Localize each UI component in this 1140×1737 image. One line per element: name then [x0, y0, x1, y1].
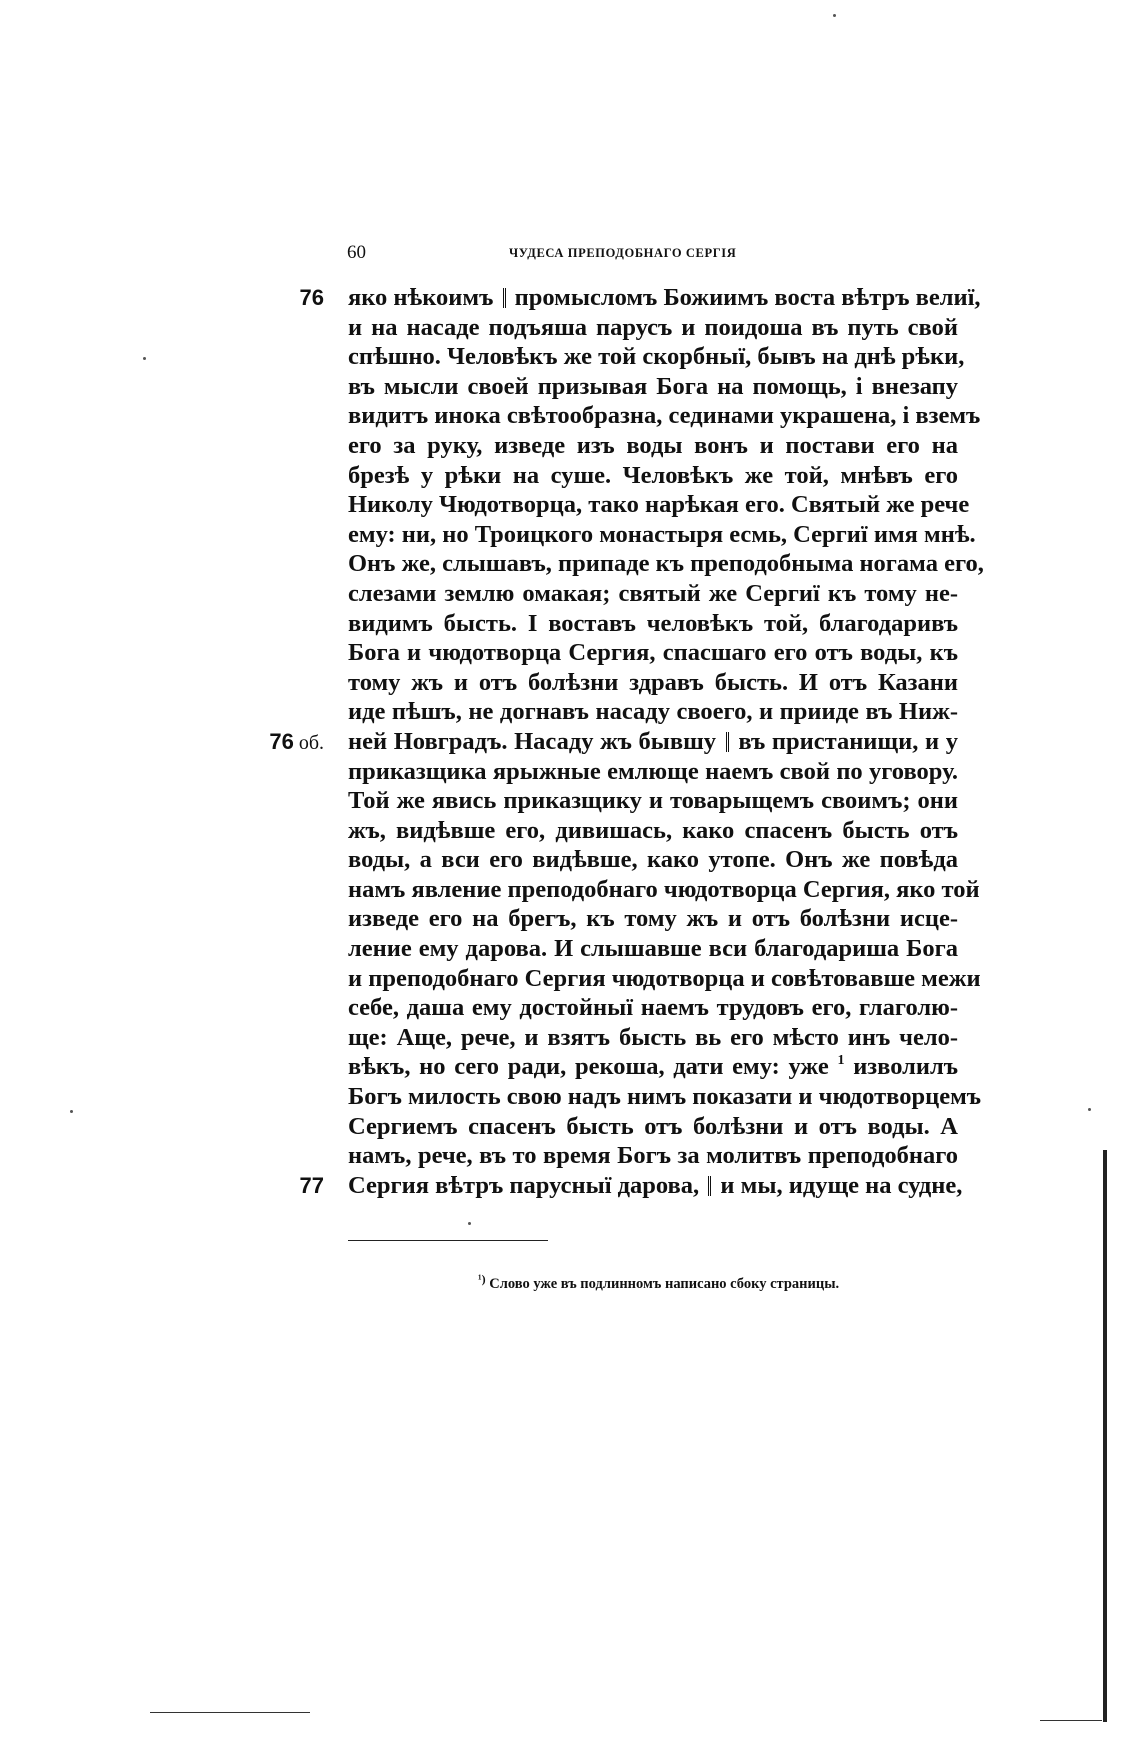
folio-break-separator [503, 288, 506, 308]
line-text: видитъ инока свѣтообразна, сединами украшена, і вземъ [348, 402, 981, 430]
text-line [348, 1052, 958, 1082]
line-text: тому жъ и отъ болѣзни здравъ бысть. И отъ Казани [348, 668, 958, 696]
footnote-rule [348, 1240, 548, 1241]
folio-suffix: об. [293, 731, 324, 754]
text-line [348, 342, 965, 372]
text-line [348, 461, 958, 491]
line-text: промысломъ Божиимъ воста вѣтръ велиї, [514, 284, 981, 311]
scan-artifact-line [150, 1712, 310, 1713]
text-line [348, 431, 958, 461]
line-text: ему: ни, но Троицкого монастыря есмь, Сергиї имя мнѣ. [348, 520, 976, 548]
scan-speck [833, 14, 836, 17]
text-line [348, 904, 958, 934]
line-text: вѣкъ, но сего ради, рекоша, дати ему: уже [348, 1053, 829, 1081]
text-line [348, 490, 970, 520]
folio-number: 76 [269, 728, 294, 754]
line-text: Той же явись приказщику и товарыщемъ своимъ; они [348, 787, 958, 815]
text-line [348, 697, 958, 727]
text-line [348, 1023, 958, 1053]
footnote-text: Слово уже въ подлинномъ написано сбоку страницы. [489, 1276, 840, 1292]
text-line [348, 668, 958, 698]
line-text: изведе его на брегъ, къ тому жъ и отъ болѣзни исце- [348, 905, 958, 933]
margin-folio-marker [300, 1171, 324, 1201]
footnote-mark: ¹) [478, 1272, 486, 1286]
line-text: спѣшно. Человѣкъ же той скорбныї, бывъ на днѣ рѣки, [348, 343, 965, 371]
footnote [478, 1272, 839, 1293]
text-line [348, 1082, 982, 1112]
text-line [348, 401, 981, 431]
text-line [348, 372, 958, 402]
scan-speck [70, 1110, 73, 1113]
running-title: ЧУДЕСА ПРЕПОДОБНАГО СЕРГІЯ [509, 246, 737, 260]
text-line [348, 816, 958, 846]
line-text: Сергия вѣтръ парусныї дарова, [348, 1171, 700, 1199]
folio-number: 77 [299, 1172, 324, 1198]
line-text: Бога и чюдотворца Сергия, спасшаго его отъ воды, къ [348, 639, 958, 667]
line-text: въ мысли своей призывая Бога на помощь, і внезапу [348, 372, 958, 400]
line-text: слезами землю омакая; святый же Сергиї къ тому не- [348, 579, 958, 607]
line-text: жъ, видѣвше его, дивишась, како спасенъ бысть отъ [348, 816, 958, 844]
text-line [348, 757, 958, 787]
scan-artifact-line [1040, 1720, 1102, 1721]
line-text: намъ, рече, въ то время Богъ за молитвъ преподобнаго [348, 1142, 958, 1170]
line-text: и преподобнаго Сергия чюдотворца и совѣтовавше межи [348, 964, 981, 992]
scan-speck [143, 357, 146, 360]
line-text: и на насаде подъяша парусъ и поидоша въ путь свой [348, 313, 958, 341]
line-text: въ пристанищи, и у [738, 727, 958, 755]
line-text: изволилъ [853, 1053, 959, 1081]
page-number: 60 [347, 242, 366, 263]
scan-speck [1088, 1108, 1091, 1111]
line-text: видимъ бысть. І воставъ человѣкъ той, благодаривъ [348, 609, 958, 637]
text-line [348, 579, 958, 609]
text-line [269, 727, 958, 757]
scan-speck [468, 1222, 471, 1225]
text-line [299, 283, 981, 313]
text-line [348, 1112, 958, 1142]
line-text: себе, даша ему достойныї наемъ трудовъ его, глаголю- [348, 994, 958, 1022]
line-text: приказщика ярыжные емлюще наемъ свой по уговору. [348, 757, 958, 785]
line-text: ще: Аще, рече, и взятъ бысть вь его мѣсто инъ чело- [348, 1023, 958, 1051]
text-line [348, 1141, 958, 1171]
line-text: Сергиемъ спасенъ бысть отъ болѣзни и отъ воды. А [348, 1112, 958, 1140]
text-line [348, 786, 958, 816]
text-line [348, 845, 958, 875]
line-text: Богъ милость свою надъ нимъ показати и чюдотворцемъ [348, 1083, 982, 1111]
text-line [348, 993, 958, 1023]
folio-break-separator [708, 1176, 711, 1196]
margin-folio-marker [269, 727, 324, 759]
line-text: яко нѣкоимъ [348, 284, 494, 311]
line-text: Онъ же, слышавъ, припаде къ преподобныма ногама его, [348, 550, 984, 578]
line-text: Николу Чюдотворца, тако нарѣкая его. Святый же рече [348, 491, 970, 519]
text-line [299, 1171, 963, 1201]
line-text: иде пѣшъ, не догнавъ насаду своего, и прииде въ Ниж- [348, 698, 958, 726]
text-line [348, 875, 980, 905]
main-text [269, 283, 984, 1200]
text-line [348, 609, 958, 639]
line-text: ление ему дарова. И слышавше вси благодариша Бога [348, 935, 958, 963]
margin-folio-marker [300, 283, 324, 313]
text-line [348, 549, 984, 579]
text-line [348, 313, 958, 343]
line-text: воды, а вси его видѣвше, како утопе. Онъ же повѣда [348, 846, 958, 874]
running-head [347, 242, 777, 266]
line-text: намъ явление преподобнаго чюдотворца Сергия, яко той [348, 875, 980, 903]
line-text: его за руку, изведе изъ воды вонъ и постави его на [348, 431, 958, 459]
text-line [348, 934, 958, 964]
folio-break-separator [726, 732, 729, 752]
line-text: и мы, идуще на судне, [720, 1171, 963, 1199]
text-line [348, 964, 981, 994]
line-text: ней Новградъ. Насаду жъ бывшу [348, 727, 717, 755]
scan-edge-line [1103, 1150, 1107, 1722]
footnote-reference: 1 [837, 1053, 845, 1069]
line-text: брезѣ у рѣки на суше. Человѣкъ же той, мнѣвъ его [348, 461, 958, 489]
text-line [348, 638, 958, 668]
text-line [348, 520, 976, 550]
folio-number: 76 [299, 285, 324, 310]
